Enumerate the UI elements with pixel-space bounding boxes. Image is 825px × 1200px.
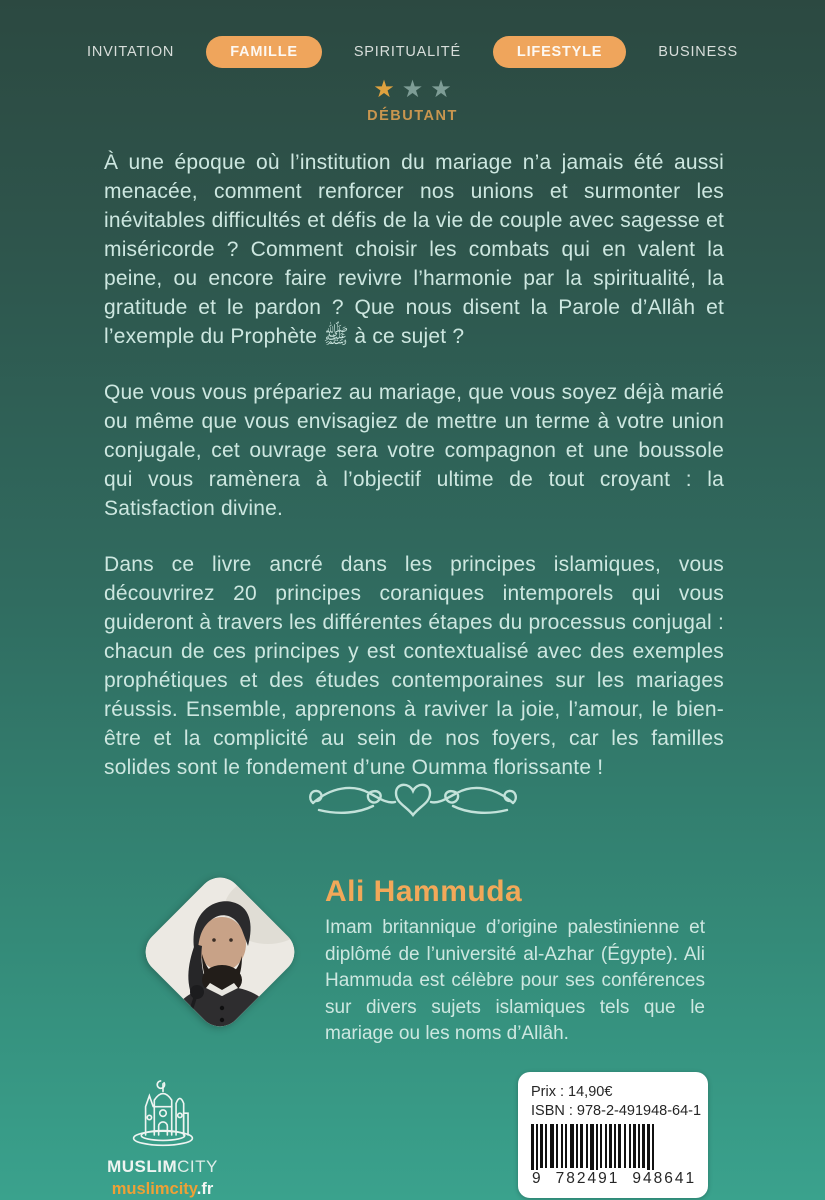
tag-lifestyle: LIFESTYLE [493, 36, 626, 68]
difficulty-stars [0, 78, 825, 102]
synopsis-paragraph-2: Que vous vous prépariez au mariage, que vous soyez déjà marié ou même que vous envisagiez de mettre un terme à votre union conjugale, cet ouvrage sera votre compagnon et une boussole qui vous ramènera à l’objectif ultime de tout croyant : la Satisfaction divine. [104, 381, 724, 520]
heart-flourish-ornament [0, 776, 825, 824]
price-isbn-label [518, 1072, 708, 1198]
barcode-number [531, 1170, 695, 1188]
tag-famille: FAMILLE [206, 36, 322, 68]
category-tags [0, 36, 825, 68]
price-text: Prix : 14,90€ [531, 1084, 613, 1100]
barcode-digit-group: 948641 [632, 1170, 697, 1187]
star-icon: ★ [373, 76, 395, 103]
synopsis-paragraph-1: À une époque où l’institution du mariage n’a jamais été aussi menacée, comment renforcer nos unions et surmonter les inévitables difficultés et défis de la vie de couple avec sagesse et miséricorde ? Comment choisir les combats qui en valent la peine, ou encore faire revivre l’harmonie par la spiritualité, la gratitude et le pardon ? Que nous disent la Parole d’Allâh et l’exemple du Prophète ﷺ à ce sujet ? [104, 151, 724, 348]
difficulty-label: DÉBUTANT [367, 108, 458, 124]
publisher-website-main: muslimcity [111, 1180, 197, 1198]
synopsis [104, 148, 724, 809]
publisher-block [100, 1074, 225, 1199]
barcode-digit-group: 782491 [555, 1170, 620, 1187]
tag-business: BUSINESS [658, 44, 738, 60]
star-icon: ★ [401, 76, 424, 103]
heart-flourish-icon [307, 776, 519, 824]
author-portrait-illustration [137, 869, 304, 1036]
isbn-text: ISBN : 978-2-491948-64-1 [531, 1103, 702, 1119]
publisher-name-bold: MUSLIM [107, 1157, 178, 1176]
publisher-website [100, 1180, 225, 1199]
tag-spiritualite: SPIRITUALITÉ [353, 44, 461, 60]
author-name: Ali Hammuda [325, 874, 523, 908]
muslimcity-logo-icon [124, 1074, 202, 1148]
tag-invitation: INVITATION [86, 44, 175, 60]
publisher-website-tld: .fr [196, 1180, 214, 1198]
author-photo [136, 868, 304, 1036]
synopsis-paragraph-3: Dans ce livre ancré dans les principes islamiques, vous découvrirez 20 principes coraniques intemporels qui vous guideront à travers les différentes étapes du processus conjugal : chacun de ces principes y est contextualisé avec des exemples prophétiques et des études contemporaines sur les mariages réussis. Ensemble, apprenons à raviver la joie, l’amour, le bien-être et la complicité au sein de nos foyers, car les familles solides sont le fondement d’une Oumma florissante ! [104, 553, 724, 779]
publisher-name [100, 1157, 225, 1177]
publisher-name-light: CITY [177, 1157, 218, 1176]
author-bio: Imam britannique d’origine palestinienne et diplômé de l’université al-Azhar (Égypte). Ali Hammuda est célèbre pour ses conférences sur divers sujets islamiques tels que le mariage ou les noms d’Allâh. [325, 917, 705, 1044]
barcode-digit-group: 9 [532, 1170, 543, 1187]
star-icon: ★ [430, 76, 452, 103]
